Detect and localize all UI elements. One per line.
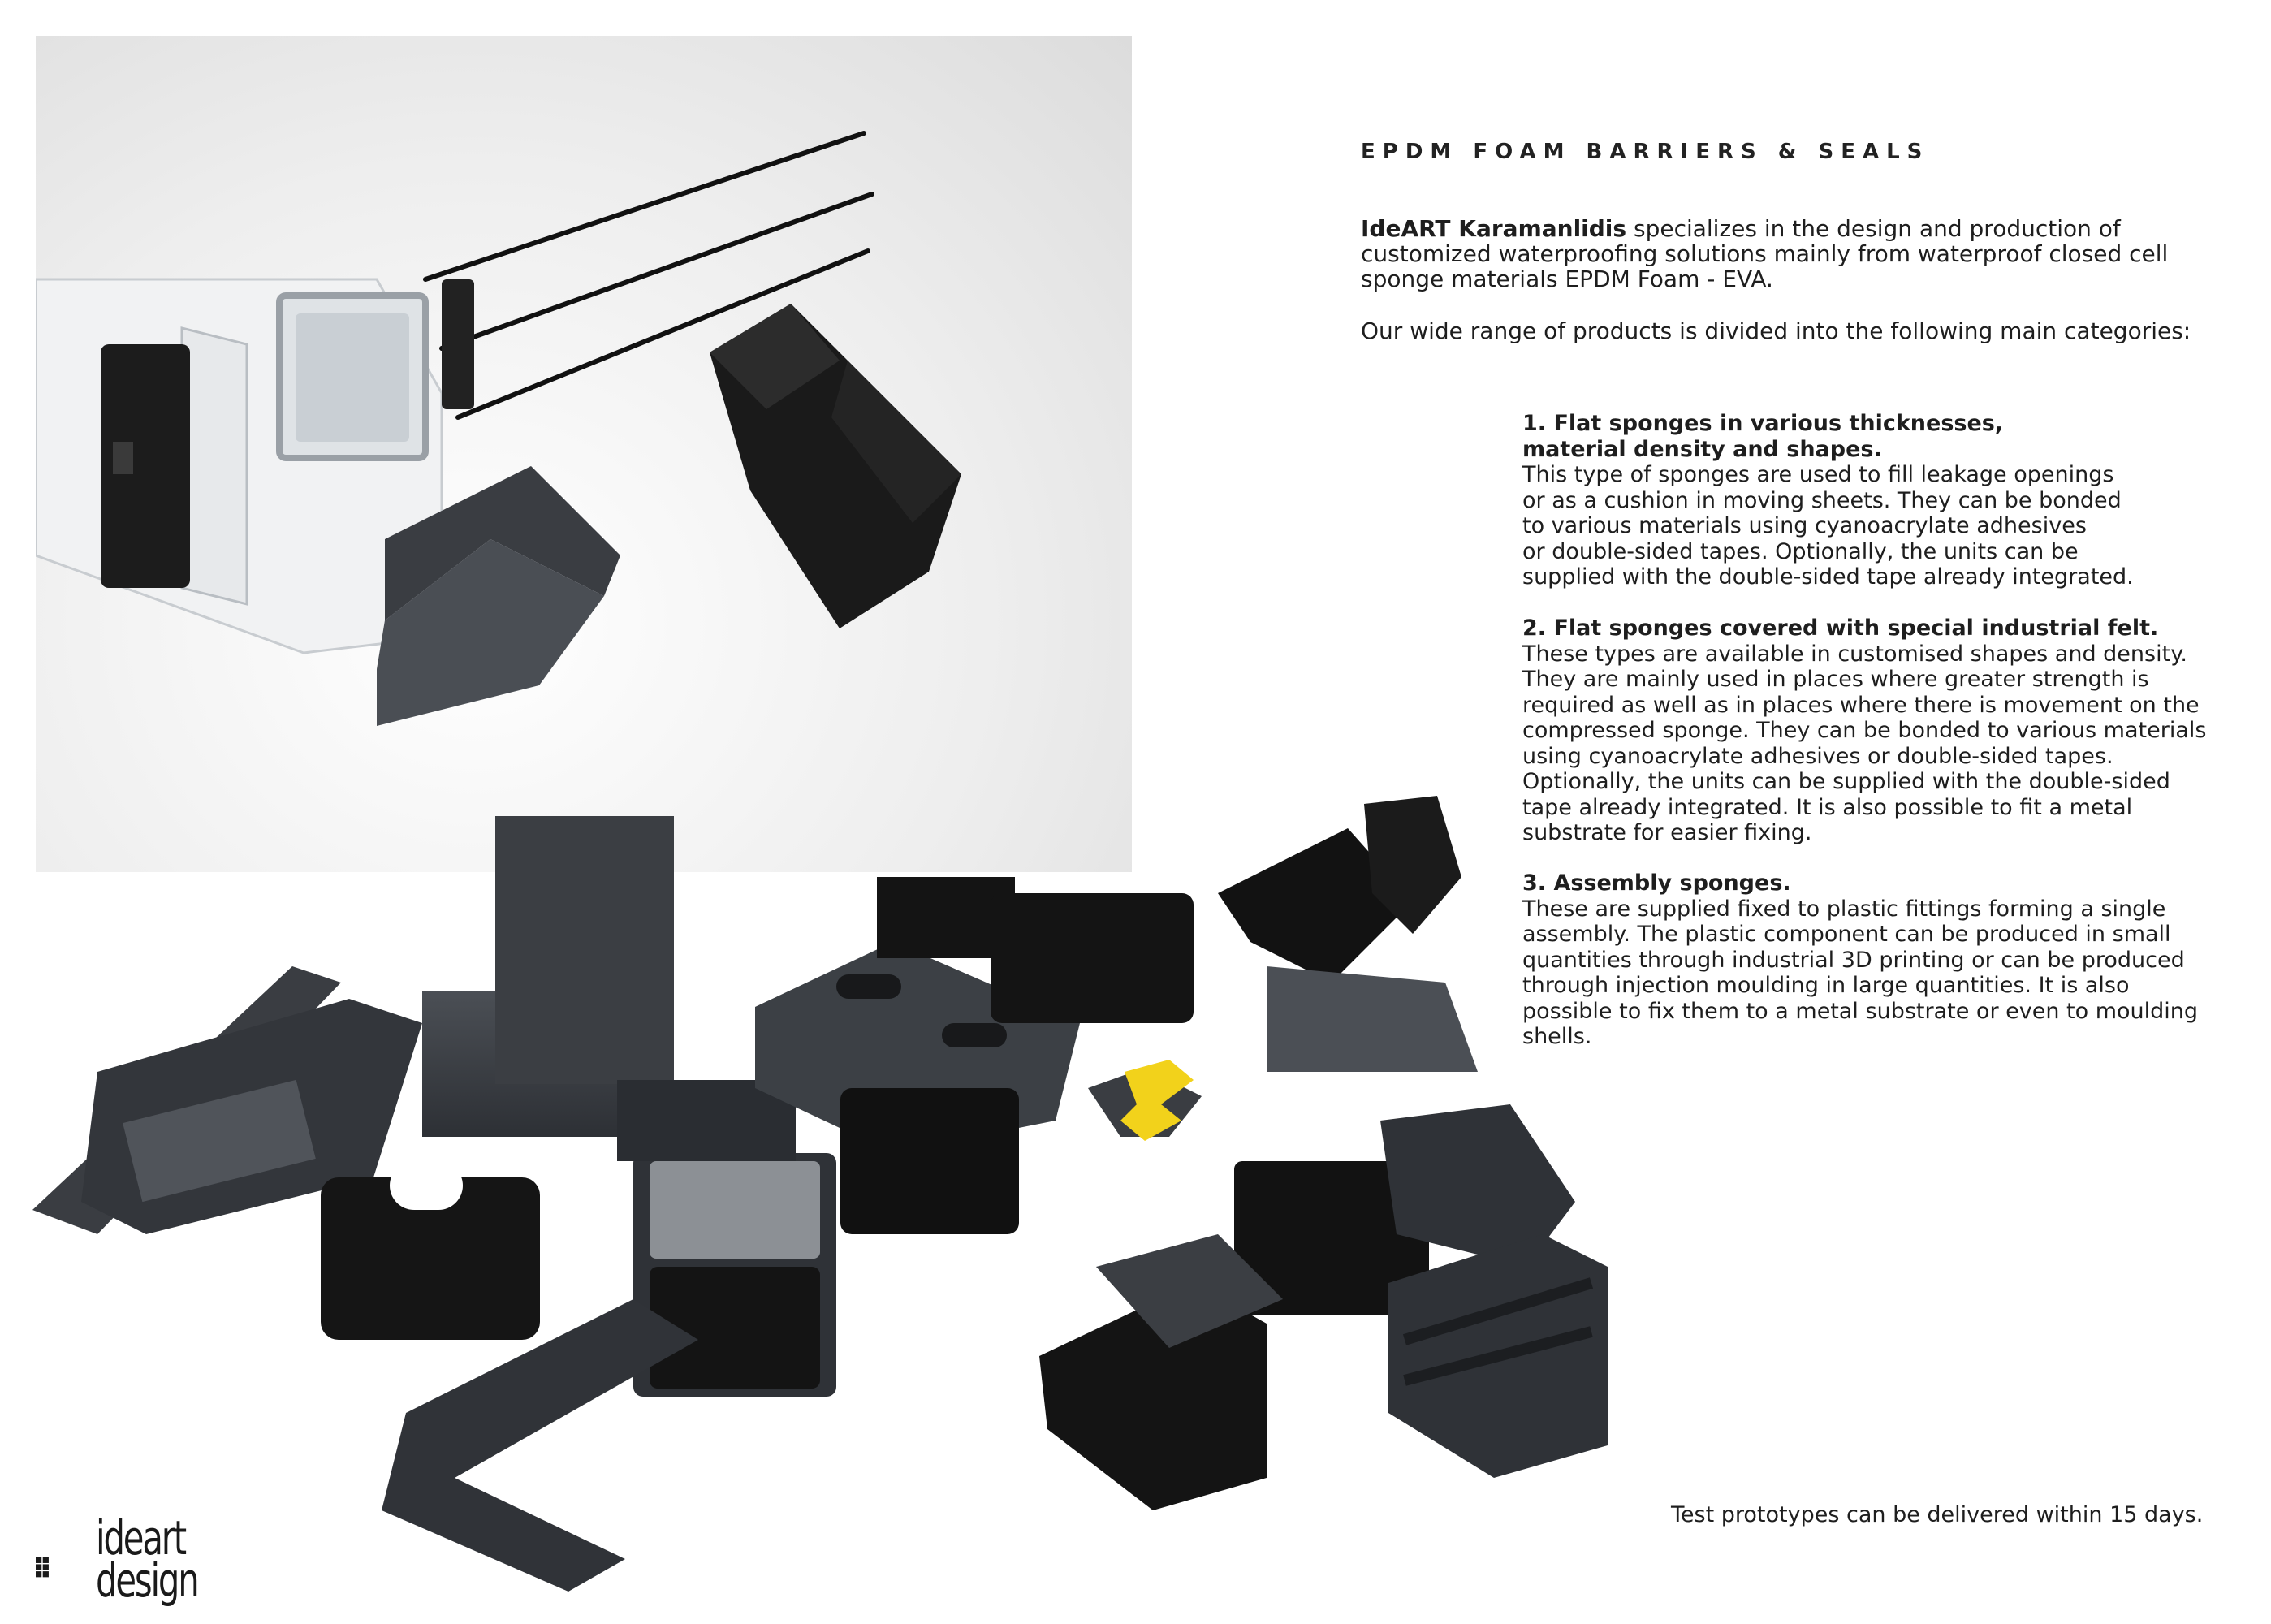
hero-window-profile-render (36, 36, 1132, 872)
category-3-body-line: These are supplied fixed to plastic fittings forming a single (1522, 896, 2166, 922)
ideart-logo-mark-icon (36, 1523, 93, 1613)
brand-name: IdeART Karamanlidis (1361, 215, 1627, 242)
category-1-body-line: This type of sponges are used to fill leakage openings (1522, 462, 2114, 487)
category-2-body-line: required as well as in places where there is movement on the (1522, 692, 2200, 718)
category-2-body-line: compressed sponge. They can be bonded to various materials (1522, 718, 2207, 743)
intro-text: specializes in the design and production of customized waterproofing solutions mainly from waterproof closed cell sponge materials EPDM Foam - EVA. (1361, 215, 2169, 292)
category-2-body-line: They are mainly used in places where greater strength is (1522, 667, 2149, 692)
category-3-body-line: assembly. The plastic component can be produced in small (1522, 922, 2171, 947)
category-2 (1522, 615, 2253, 846)
category-1 (1522, 411, 2253, 590)
category-3-heading: 3. Assembly sponges. (1522, 870, 1791, 896)
category-2-body-line: These types are available in customised shapes and density. (1522, 641, 2187, 667)
category-1-body-line: or double-sided tapes. Optionally, the units can be (1522, 538, 2079, 564)
category-1-body-line: to various materials using cyanoacrylate adhesives (1522, 513, 2087, 538)
page-title: EPDM FOAM BARRIERS & SEALS (1361, 140, 1930, 164)
category-1-body-line: supplied with the double-sided tape already integrated. (1522, 564, 2134, 590)
logo-wordmark (96, 1510, 198, 1608)
products-assortment-render (0, 780, 1664, 1624)
category-2-heading: 2. Flat sponges covered with special industrial felt. (1522, 615, 2159, 641)
category-3-body-line: through injection moulding in large quantities. It is also (1522, 973, 2130, 998)
category-3-body-line: shells. (1522, 1024, 1592, 1049)
category-2-body-line: tape already integrated. It is also possible to fit a metal (1522, 794, 2133, 820)
delivery-footnote: Test prototypes can be delivered within 15 days. (1671, 1502, 2204, 1527)
category-2-body-line: Optionally, the units can be supplied with the double-sided (1522, 769, 2170, 794)
category-1-heading-line2: material density and shapes. (1522, 436, 1882, 462)
logo-line2: design (96, 1553, 198, 1608)
category-3-body-line: quantities through industrial 3D printing or can be produced (1522, 947, 2185, 973)
category-2-body-line: substrate for easier fixing. (1522, 820, 1812, 845)
category-1-heading-line1: 1. Flat sponges in various thicknesses, (1522, 411, 2004, 436)
categories-lead: Our wide range of products is divided into the following main categories: (1361, 317, 2191, 344)
category-1-body-line: or as a cushion in moving sheets. They can be bonded (1522, 487, 2122, 513)
intro-paragraph (1361, 216, 2246, 292)
category-2-body-line: using cyanoacrylate adhesives or double-sided tapes. (1522, 743, 2113, 769)
category-3 (1522, 870, 2253, 1050)
category-3-body-line: possible to fix them to a metal substrate or even to moulding (1522, 998, 2199, 1024)
logo-line1: ideart (96, 1510, 185, 1566)
